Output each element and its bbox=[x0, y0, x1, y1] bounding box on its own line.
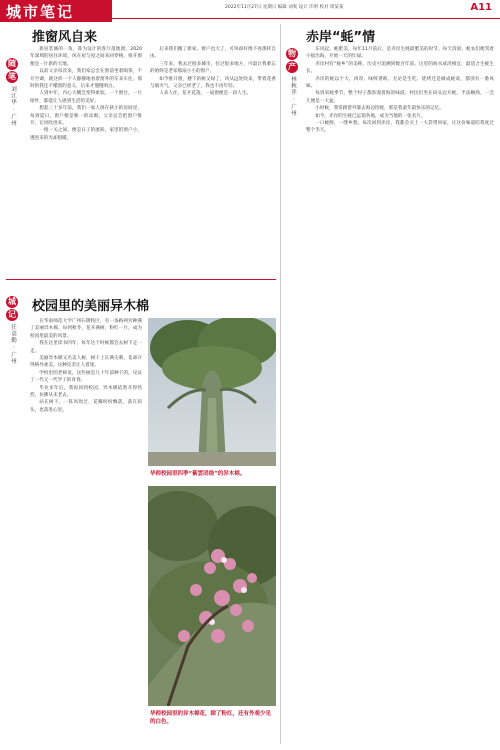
article2-body-col1 bbox=[30, 318, 142, 744]
paragraph: 毕业多年后，我再回到校园，异木棉依然开得热烈，仿佛从未老去。 bbox=[30, 385, 142, 399]
article3-body bbox=[306, 46, 494, 744]
paragraph: 学校里的老师说，这些树是几十年前种下的，见证了一代又一代学子的青春。 bbox=[30, 370, 142, 384]
section-banner bbox=[0, 0, 112, 22]
paragraph: 东风起，蚝肥美。每年11月前后，是赤岸生蚝最肥美的时节。每天清晨，蚝农们便驾着小船出海，开始一天的忙碌。 bbox=[306, 47, 494, 60]
photo1-caption: 华师校园里四季“紫雲团绕”的异木棉。 bbox=[150, 471, 246, 477]
paragraph: 小时候，我常跟着外婆去海边捡蚝，那是我童年最快乐的记忆。 bbox=[315, 106, 444, 112]
paragraph: 赤岸的蚝以个大、肉厚、味鲜著称，无论是生吃、烧烤还是做成蚝豉，都别有一番风味。 bbox=[306, 76, 494, 90]
paragraph: 后来我们搬了新家，窗户也大了，可风却好像不再那样自由。 bbox=[150, 47, 276, 60]
tag-char: 笔 bbox=[8, 72, 16, 81]
article1-body-col2 bbox=[150, 46, 276, 274]
paragraph: 美丽异木棉又名美人树，树干上长满尖刺，花却开得格外柔美。这种反差让人着迷。 bbox=[30, 356, 142, 369]
paragraph: 如今推开窗，楼下的树又绿了，风从远处吹来，带着花香与烟火气。父亲已经老了，我也不再年轻。 bbox=[150, 76, 276, 90]
paragraph: 赤岸村有“蚝乡”的美称，历史可追溯到数百年前。这里的海水咸淡相宜，最适合生蚝生长。 bbox=[306, 61, 494, 75]
masthead bbox=[0, 0, 500, 22]
photo2-caption: 华师校园里的异木棉花，除了粉红，还有外观少见的白色。 bbox=[150, 711, 272, 725]
photo-tree-1 bbox=[148, 318, 276, 466]
paragraph: 一口蚝鲜，一缕乡愁。每次回到赤岸，我都会买上一大袋带回家，让这份味道陪我度过整个冬天。 bbox=[306, 121, 494, 134]
tag-char: 记 bbox=[8, 310, 16, 319]
article1-body-col1 bbox=[30, 46, 142, 274]
paragraph: 新居装修的一角，算为设计的客厅落地窗，2020年深圳的居住环境，风在屋与屋之间来回穿梭，推开窗便是一片新的天地。 bbox=[30, 47, 142, 67]
paragraph: 一推一关之间，便是日子的流转。家里的窗户小，透进来的光却很暖。 bbox=[30, 128, 142, 141]
masthead-rule bbox=[112, 18, 500, 19]
author-byline: 林秋萍 · 广州 bbox=[290, 76, 296, 117]
tag-char: 产 bbox=[288, 62, 296, 71]
issue-meta: 2022年11月27日 星期日 编辑 刘爽 设计 许明 校对 周某某 bbox=[225, 5, 344, 10]
article3-tag bbox=[286, 48, 300, 117]
paragraph: 在华南师范大学广州石牌校区，有一条路两旁种满了美丽异木棉。每到秋冬，花开满树，粉红一片，成为校园里最美的风景。 bbox=[30, 319, 142, 339]
paragraph: 每到采蚝季节，整个村子都弥漫着海的味道。村民们坐在码头边开蚝，手法娴熟，一会儿便是一大盆。 bbox=[306, 91, 494, 104]
article2-headline: 校园里的美丽异木棉 bbox=[32, 299, 150, 314]
author-byline: 任高勤 · 广州 bbox=[10, 324, 16, 365]
tree-illustration bbox=[148, 318, 276, 466]
article1-tag bbox=[6, 58, 20, 127]
tag-char: 城 bbox=[8, 297, 16, 306]
paragraph: 站在树下，一阵风吹过，花瓣纷纷飘落，落在肩头，也落进心里。 bbox=[30, 400, 142, 413]
paragraph: 想起三十多年前，我们一家人挤在狭小的房间里，每到夏日，窗户便是唯一的凉源。父亲总会把窗户推开，让风吹进来。 bbox=[30, 106, 142, 127]
paragraph: 以前父亲每次来，我们家总会在窗前坐着喝茶，不开空调，就这样一个人静静地看着窗外的车来车往。那时的我还不懂窗的意义，后来才慢慢明白。 bbox=[30, 69, 142, 90]
paragraph: 三年来，我去过很多城市，住过很多地方，可最让我难忘的始终是老家那扇小小的窗户。 bbox=[150, 61, 276, 75]
article-divider bbox=[6, 279, 276, 280]
paragraph: 我在这里读书四年，每年这个时候都会去树下走一走。 bbox=[30, 341, 142, 354]
paragraph: 人到中年，内心大概会变得柔软。一个窗台，一片绿叶，都能让人感到生活的美好。 bbox=[30, 91, 142, 104]
article1-headline: 推窗风自来 bbox=[32, 30, 98, 45]
column-divider bbox=[280, 24, 281, 744]
paragraph: 如今，赤岸的生蚝已远销各地，成为当地的一张名片。 bbox=[315, 113, 426, 119]
article2-tag bbox=[6, 296, 20, 365]
section-title: 城市笔记 bbox=[6, 3, 75, 21]
author-byline: 刘江华 · 广州 bbox=[10, 86, 16, 127]
article3-headline: 赤岸“蚝”情 bbox=[306, 30, 376, 45]
paragraph: 人来人往，花开花落，一扇窗便是一段人生。 bbox=[159, 91, 252, 97]
page-number: A11 bbox=[470, 2, 492, 13]
photo-tree-2 bbox=[148, 486, 276, 706]
blossom-illustration bbox=[148, 486, 276, 706]
tag-char: 物 bbox=[288, 49, 296, 58]
tag-char: 随 bbox=[8, 59, 16, 68]
